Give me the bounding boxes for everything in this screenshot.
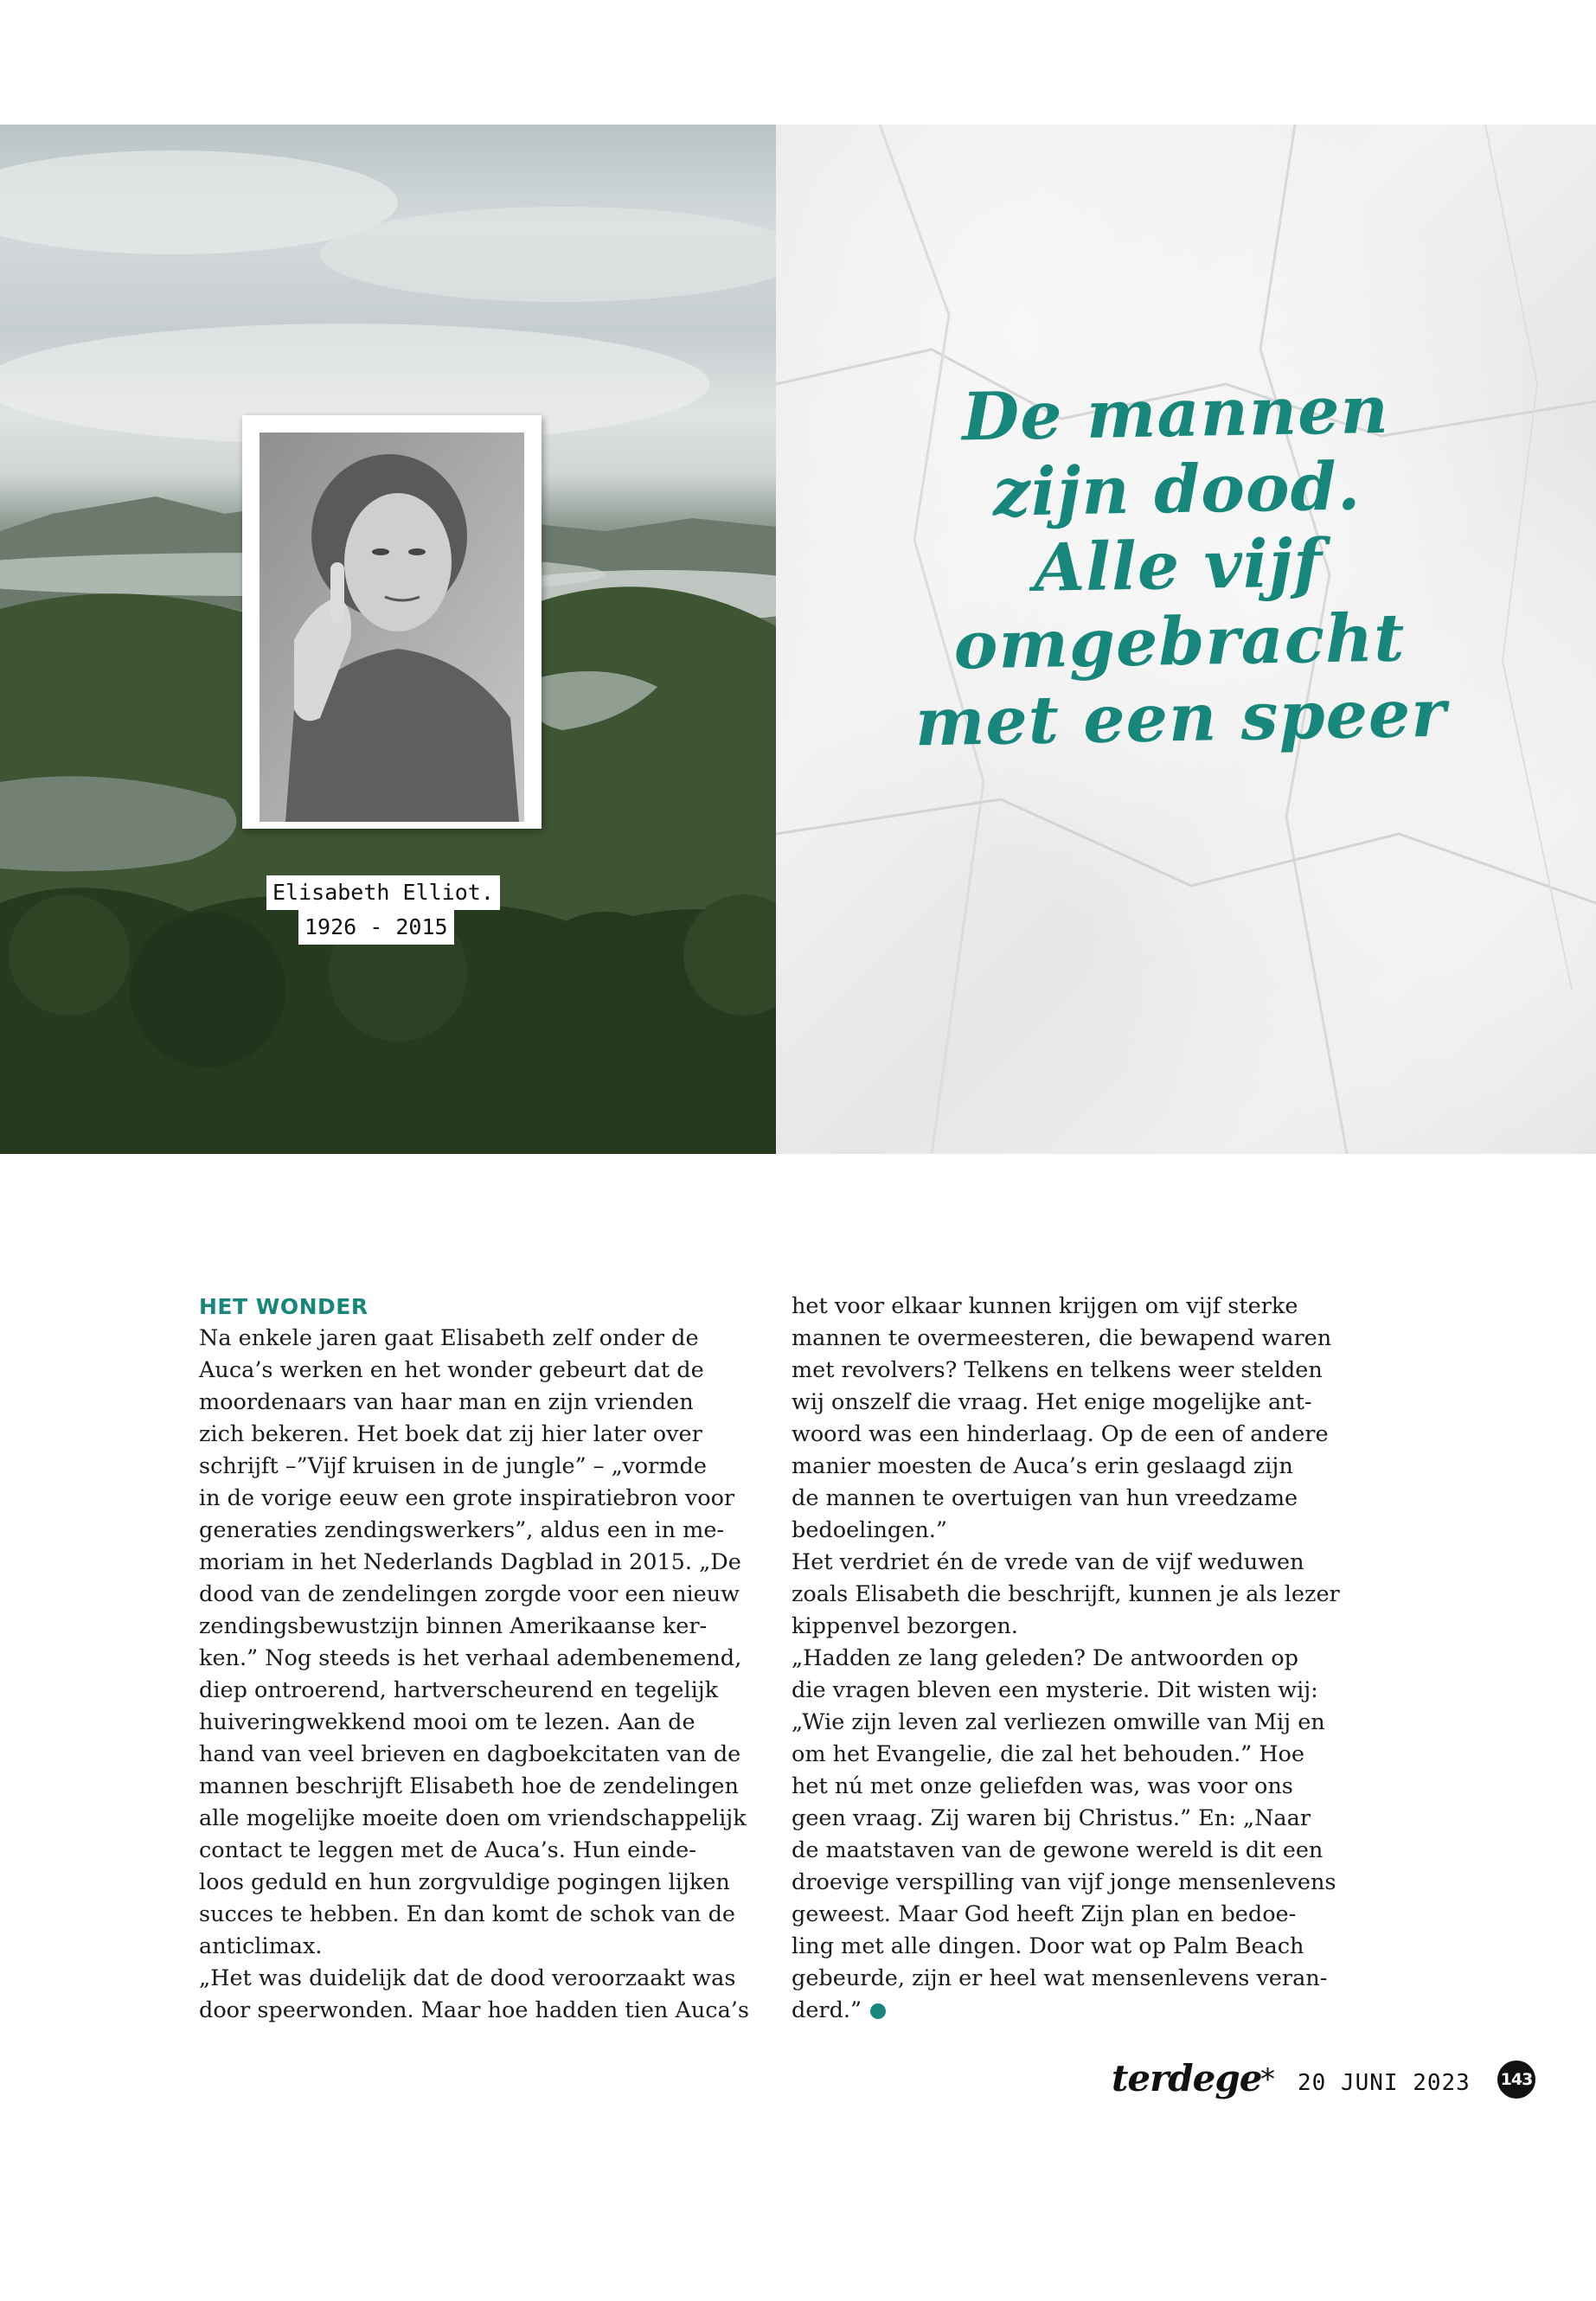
article-column-left (199, 1291, 774, 2027)
pull-quote (907, 371, 1450, 761)
issue-date: 20 JUNI 2023 (1298, 2070, 1471, 2096)
quote-line: Alle vijf (1033, 524, 1324, 606)
article-text-right-body: het voor elkaar kunnen krijgen om vijf sterke mannen te overmeesteren, die bewapend waren met revolvers? Telkens en telkens weer stelden wij onszelf die vraag. Het enige mogelijke ant- woord was een hinderlaag. Op de een of andere manier moesten de Auca’s erin geslaagd zijn de mannen te overtuigen van hun vreedzame bedoelingen.” Het verdriet én de vrede van de vijf weduwen zoals Elisabeth die beschrijft, kunnen je als lezer kippenvel bezorgen. „Hadden ze lang geleden? De antwoorden op die vragen bleven een mysterie. Dit wisten wij: „Wie zijn leven zal verliezen omwille van Mij en om het Evangelie, die zal het behouden.” Hoe het nú met onze geliefden was, was voor ons geen vraag. Zij waren bij Christus.” En: „Naar de maatstaven van de gewone wereld is dit een droevige verspilling van vijf jonge mensenlevens geweest. Maar God heeft Zijn plan en bedoe- ling met alle dingen. Door wat op Palm Beach gebeurde, zijn er heel wat mensenlevens veran- derd.” (792, 1293, 1340, 2023)
quote-line: met een speer (914, 674, 1448, 761)
portrait-photo (260, 433, 524, 822)
page-number: 143 (1497, 2061, 1535, 2099)
page-footer (1112, 2057, 1535, 2109)
article-text-right (792, 1291, 1367, 2027)
caption-years: 1926 - 2015 (298, 910, 454, 945)
article-column-right (792, 1291, 1367, 2027)
photo-caption (266, 875, 500, 945)
quote-line: De mannen (961, 370, 1390, 456)
magazine-logo: terdege (1112, 2057, 1262, 2099)
separator-star-icon: * (1260, 2062, 1275, 2097)
portrait-photo-frame (242, 415, 542, 829)
quote-line: zijn dood. (992, 447, 1362, 531)
crumpled-paper-panel (776, 125, 1596, 1154)
section-heading: HET WONDER (199, 1294, 369, 1319)
article-text-left: Na enkele jaren gaat Elisabeth zelf onder de Auca’s werken en het wonder gebeurt dat de moordenaars van haar man en zijn vrienden zich bekeren. Het boek dat zij hier later over schrijft –”Vijf kruisen in de jungle” – „vormde in de vorige eeuw een grote inspiratiebron voor generaties zendingswerkers”, aldus een in me- moriam in het Nederlands Dagblad in 2015. „De dood van de zendelingen zorgde voor een nieuw zendingsbewustzijn binnen Amerikaanse ker- ken.” Nog steeds is het verhaal adembenemend, diep ontroerend, hartverscheurend en tegelijk huiveringwekkend mooi om te lezen. Aan de hand van veel brieven en dagboekcitaten van de mannen beschrijft Elisabeth hoe de zendelingen alle mogelijke moeite doen om vriendschappelijk contact te leggen met de Auca’s. Hun einde- loos geduld en hun zorgvuldige pogingen lijken succes te hebben. En dan komt de schok van de anticlimax. „Het was duidelijk dat de dood veroorzaakt was door speerwonden. Maar hoe hadden tien Auca’s (199, 1325, 749, 2023)
end-mark-icon (870, 2003, 886, 2019)
caption-name: Elisabeth Elliot. (266, 875, 500, 910)
jungle-landscape-photo (0, 125, 776, 1154)
hero-band (0, 125, 1596, 1154)
quote-line: omgebracht (952, 599, 1407, 684)
